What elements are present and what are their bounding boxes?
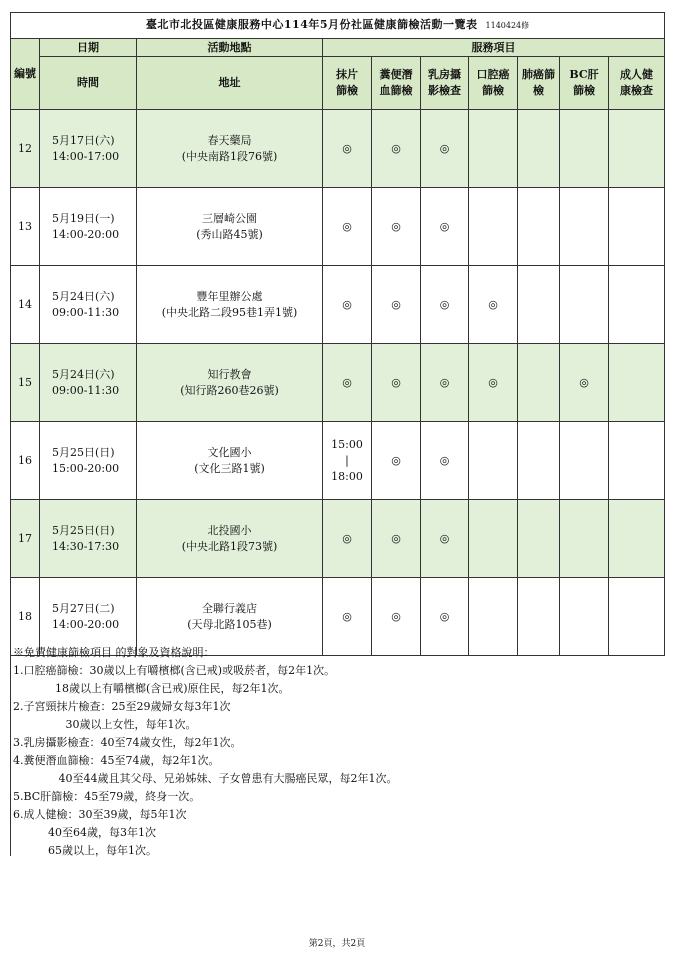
service-mark-cell: ◎ bbox=[323, 578, 372, 656]
service-mark-cell bbox=[609, 422, 665, 500]
service-mark-cell bbox=[560, 500, 609, 578]
service-mark-cell: ◎ bbox=[323, 188, 372, 266]
service-mark-cell: 15:00 | 18:00 bbox=[323, 422, 372, 500]
service-mark-cell: ◎ bbox=[323, 266, 372, 344]
row-number: 18 bbox=[11, 578, 40, 656]
event-time: 09:00-11:30 bbox=[52, 305, 120, 319]
row-number: 15 bbox=[11, 344, 40, 422]
note-line: 6.成人健檢：30至39歲，每5年1次 bbox=[13, 808, 187, 821]
service-mark-cell bbox=[560, 188, 609, 266]
event-address: (文化三路1號) bbox=[194, 461, 265, 475]
table-row bbox=[11, 344, 665, 422]
service-mark-cell bbox=[560, 422, 609, 500]
note-line: 3.乳房攝影檢查：40至74歲女性，每2年1次。 bbox=[13, 736, 242, 749]
location-cell bbox=[137, 500, 323, 578]
event-date: 5月27日(二) bbox=[52, 601, 115, 615]
service-mark-cell: ◎ bbox=[421, 578, 469, 656]
service-mark-cell: ◎ bbox=[372, 110, 421, 188]
table-row bbox=[11, 110, 665, 188]
header-location: 活動地點 bbox=[137, 39, 323, 57]
service-mark-cell bbox=[469, 188, 518, 266]
event-address: (天母北路105巷) bbox=[187, 617, 272, 631]
event-place: 文化國小 bbox=[207, 445, 252, 459]
table-row bbox=[11, 266, 665, 344]
date-time-cell bbox=[40, 188, 137, 266]
service-mark-cell: ◎ bbox=[372, 500, 421, 578]
header-service-item: BC肝 篩檢 bbox=[560, 57, 609, 110]
note-line: 4.糞便潛血篩檢：45至74歲，每2年1次。 bbox=[13, 754, 220, 767]
row-number: 14 bbox=[11, 266, 40, 344]
event-time: 09:00-11:30 bbox=[52, 383, 120, 397]
location-cell bbox=[137, 188, 323, 266]
header-date: 日期 bbox=[40, 39, 137, 57]
row-number: 12 bbox=[11, 110, 40, 188]
service-mark-cell: ◎ bbox=[372, 344, 421, 422]
screening-schedule-table bbox=[10, 12, 665, 656]
header-service-item: 成人健 康檢查 bbox=[609, 57, 665, 110]
event-address: (中央南路1段76號) bbox=[181, 149, 278, 163]
service-mark-cell: ◎ bbox=[421, 344, 469, 422]
service-mark-cell bbox=[518, 500, 560, 578]
location-cell bbox=[137, 422, 323, 500]
event-place: 知行教會 bbox=[207, 367, 252, 381]
note-line: 5.BC肝篩檢：45至79歲，終身一次。 bbox=[13, 790, 201, 803]
event-date: 5月24日(六) bbox=[52, 289, 115, 303]
service-mark-cell: ◎ bbox=[469, 344, 518, 422]
service-mark-cell: ◎ bbox=[469, 266, 518, 344]
service-mark-cell bbox=[609, 266, 665, 344]
date-time-cell bbox=[40, 344, 137, 422]
service-mark-cell bbox=[609, 344, 665, 422]
service-mark-cell bbox=[469, 500, 518, 578]
note-line: 18歲以上有嚼檳榔(含已戒)原住民，每2年1次。 bbox=[13, 682, 290, 695]
location-cell bbox=[137, 344, 323, 422]
service-mark-cell: ◎ bbox=[323, 500, 372, 578]
note-line: 1.口腔癌篩檢：30歲以上有嚼檳榔(含已戒)或吸菸者，每2年1次。 bbox=[13, 664, 336, 677]
note-line: 2.子宮頸抹片檢查：25至29歲婦女每3年1次 bbox=[13, 700, 231, 713]
service-mark-cell bbox=[560, 110, 609, 188]
event-date: 5月17日(六) bbox=[52, 133, 115, 147]
event-address: (中央北路二段95巷1弄1號) bbox=[161, 305, 298, 319]
service-mark-cell bbox=[518, 110, 560, 188]
event-time: 14:00-17:00 bbox=[52, 149, 120, 163]
event-time: 14:00-20:00 bbox=[52, 617, 120, 631]
header-service-item: 肺癌篩 檢 bbox=[518, 57, 560, 110]
table-row bbox=[11, 500, 665, 578]
service-mark-cell bbox=[469, 110, 518, 188]
row-number: 13 bbox=[11, 188, 40, 266]
event-time: 14:30-17:30 bbox=[52, 539, 120, 553]
table-title: 臺北市北投區健康服務中心114年5月份社區健康篩檢活動一覽表 1140424修 bbox=[11, 13, 665, 39]
event-date: 5月25日(日) bbox=[52, 523, 115, 537]
event-place: 全聯行義店 bbox=[202, 601, 257, 615]
event-date: 5月24日(六) bbox=[52, 367, 115, 381]
header-number: 編號 bbox=[11, 39, 40, 110]
service-mark-cell: ◎ bbox=[421, 500, 469, 578]
header-service-item: 口腔癌 篩檢 bbox=[469, 57, 518, 110]
service-mark-cell: ◎ bbox=[372, 188, 421, 266]
revision-stamp: 1140424修 bbox=[485, 21, 530, 30]
service-mark-cell bbox=[609, 188, 665, 266]
service-mark-cell: ◎ bbox=[421, 110, 469, 188]
service-mark-cell bbox=[518, 344, 560, 422]
service-mark-cell: ◎ bbox=[372, 422, 421, 500]
event-place: 春天藥局 bbox=[207, 133, 252, 147]
event-time: 15:00-20:00 bbox=[52, 461, 120, 475]
date-time-cell bbox=[40, 266, 137, 344]
event-date: 5月19日(一) bbox=[52, 211, 115, 225]
row-number: 17 bbox=[11, 500, 40, 578]
service-mark-cell bbox=[469, 422, 518, 500]
table-row bbox=[11, 188, 665, 266]
service-mark-cell bbox=[518, 422, 560, 500]
header-service-item: 糞便潛 血篩檢 bbox=[372, 57, 421, 110]
note-line: 65歲以上，每年1次。 bbox=[13, 844, 157, 857]
table-row bbox=[11, 422, 665, 500]
event-place: 三層崎公園 bbox=[202, 211, 257, 225]
header-time: 時間 bbox=[40, 57, 137, 110]
event-address: (知行路260巷26號) bbox=[180, 383, 279, 397]
service-mark-cell: ◎ bbox=[560, 344, 609, 422]
service-mark-cell: ◎ bbox=[372, 266, 421, 344]
event-address: (中央北路1段73號) bbox=[181, 539, 278, 553]
header-service-item: 抹片 篩檢 bbox=[323, 57, 372, 110]
service-mark-cell: ◎ bbox=[421, 266, 469, 344]
event-time: 14:00-20:00 bbox=[52, 227, 120, 241]
date-time-cell bbox=[40, 110, 137, 188]
date-time-cell bbox=[40, 500, 137, 578]
service-mark-cell: ◎ bbox=[421, 422, 469, 500]
service-mark-cell: ◎ bbox=[323, 110, 372, 188]
row-number: 16 bbox=[11, 422, 40, 500]
note-line: ※免費健康篩檢項目 的對象及資格說明： bbox=[13, 646, 215, 659]
header-service-item: 乳房攝 影檢查 bbox=[421, 57, 469, 110]
header-services: 服務項目 bbox=[323, 39, 665, 57]
date-time-cell bbox=[40, 422, 137, 500]
service-mark-cell bbox=[609, 110, 665, 188]
event-place: 豐年里辦公處 bbox=[196, 289, 263, 303]
event-place: 北投國小 bbox=[207, 523, 252, 537]
page-footer: 第2頁，共2頁 bbox=[308, 939, 366, 949]
service-mark-cell bbox=[609, 500, 665, 578]
service-mark-cell bbox=[560, 266, 609, 344]
note-line: 30歲以上女性，每年1次。 bbox=[13, 718, 197, 731]
eligibility-notes bbox=[10, 644, 663, 856]
service-mark-cell: ◎ bbox=[372, 578, 421, 656]
event-address: (秀山路45號) bbox=[196, 227, 263, 241]
service-mark-cell: ◎ bbox=[323, 344, 372, 422]
location-cell bbox=[137, 110, 323, 188]
header-address: 地址 bbox=[137, 57, 323, 110]
location-cell bbox=[137, 266, 323, 344]
service-mark-cell bbox=[518, 188, 560, 266]
note-line: 40至64歲，每3年1次 bbox=[13, 826, 156, 839]
note-line: 40至44歲且其父母、兄弟姊妹、子女曾患有大腸癌民眾，每2年1次。 bbox=[13, 772, 398, 785]
service-mark-cell bbox=[518, 266, 560, 344]
event-date: 5月25日(日) bbox=[52, 445, 115, 459]
service-mark-cell: ◎ bbox=[421, 188, 469, 266]
